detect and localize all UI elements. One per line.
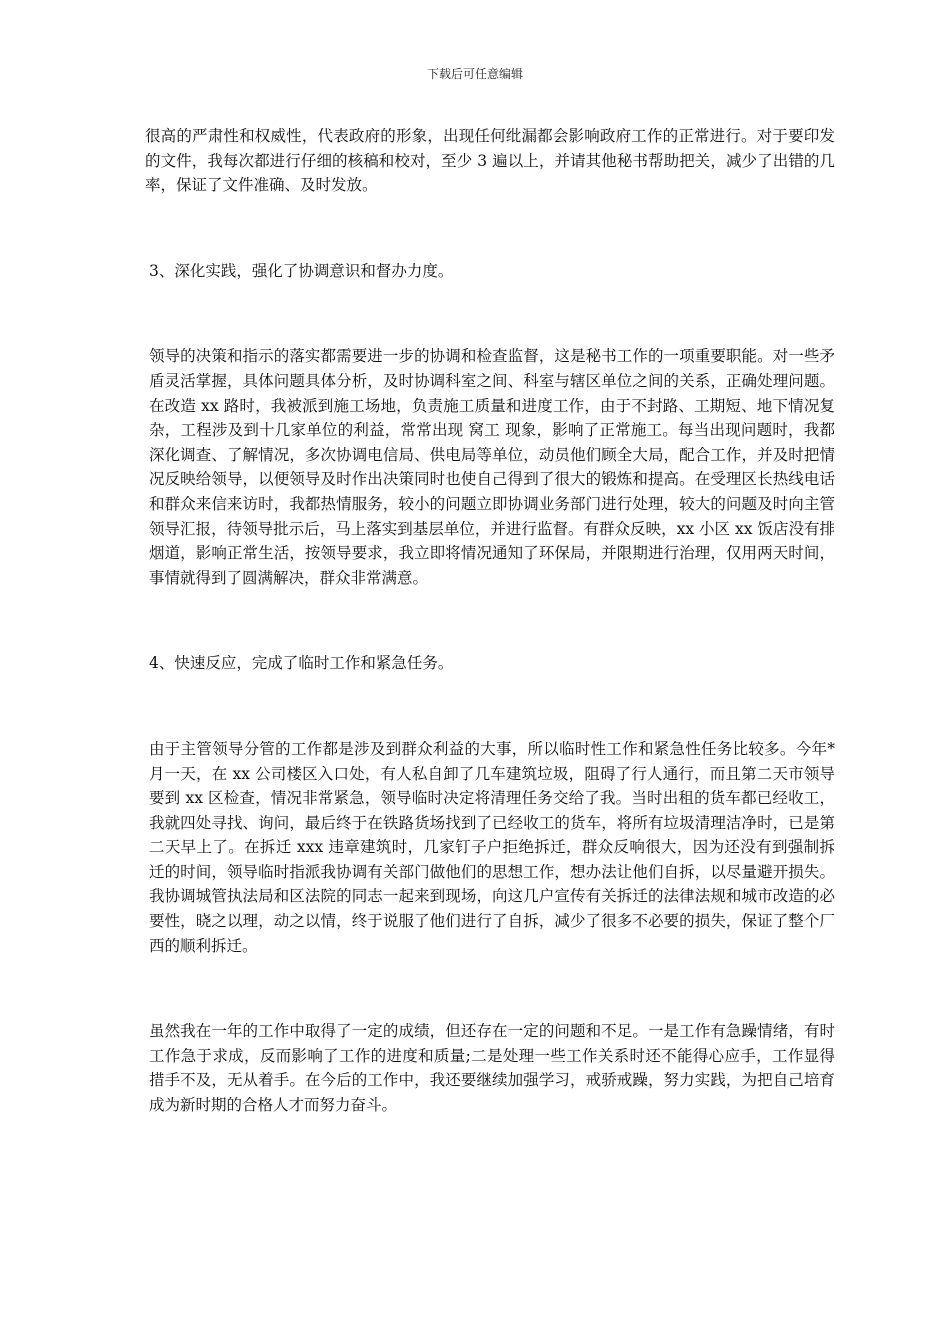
paragraph-1: 很高的严肃性和权威性，代表政府的形象，出现任何纰漏都会影响政府工作的正常进行。对于要印发的文件，我每次都进行仔细的核稿和校对，至少 3 遍以上，并请其他秘书帮助把关，减少了出错的几率，保证了文件准确、及时发放。 xyxy=(145,127,835,195)
paragraph-2: 领导的决策和指示的落实都需要进一步的协调和检查监督，这是秘书工作的一项重要职能。对一些矛盾灵活掌握，具体问题具体分析，及时协调科室之间、科室与辖区单位之间的关系，正确处理问题。在改造 xx 路时，我被派到施工场地，负责施工质量和进度工作，由于不封路、工期短、地下情况复杂，工程涉及到十几家单位的利益，常常出现 窝工 现象，影响了正常施工。每当出现问题时，我都深化调查、了解情况，多次协调电信局、供电局等单位，动员他们顾全大局，配合工作，并及时把情况反映给领导，以便领导及时作出决策同时也使自己得到了很大的锻炼和提高。在受理区长热线电话和群众来信来访时，我都热情服务，较小的问题立即协调业务部门进行处理，较大的问题及时向主管领导汇报，待领导批示后，马上落实到基层单位，并进行监督。有群众反映，xx 小区 xx 饭店没有排烟道，影响正常生活，按领导要求，我立即将情况通知了环保局，并限期进行治理，仅用两天时间，事情就得到了圆满解决，群众非常满意。 xyxy=(149,347,835,587)
spacer xyxy=(145,283,835,344)
spacer xyxy=(145,198,835,259)
spacer xyxy=(145,590,835,651)
spacer xyxy=(145,958,835,1019)
spacer xyxy=(145,676,835,737)
section-heading-3: 3、深化实践，强化了协调意识和督办力度。 xyxy=(149,261,454,280)
paragraph-3: 由于主管领导分管的工作都是涉及到群众利益的大事，所以临时性工作和紧急性任务比较多。今年*月一天，在 xx 公司楼区入口处，有人私自卸了几车建筑垃圾，阻碍了行人通行，而且第二天市领导要到 xx 区检查，情况非常紧急，领导临时决定将清理任务交给了我。当时出租的货车都已经收工，我就四处寻找、询问，最后终于在铁路货场找到了已经收工的货车，将所有垃圾清理洁净时，已是第二天早上了。在拆迁 xxx 违章建筑时，几家钉子户拒绝拆迁，群众反响很大，因为还没有到强制拆迁的时间，领导临时指派我协调有关部门做他们的思想工作，想办法让他们自拆，以尽量避开损失。我协调城管执法局和区法院的同志一起来到现场，向这几户宣传有关拆迁的法律法规和城市改造的必要性，晓之以理，动之以情，终于说服了他们进行了自拆，减少了很多不必要的损失，保证了整个厂西的顺利拆迁。 xyxy=(149,739,835,955)
section-heading-4: 4、快速反应，完成了临时工作和紧急任务。 xyxy=(149,654,454,673)
page-header: 下载后可任意编辑 xyxy=(426,67,523,81)
paragraph-4: 虽然我在一年的工作中取得了一定的成绩，但还存在一定的问题和不足。一是工作有急躁情绪，有时工作急于求成，反而影响了工作的进度和质量;二是处理一些工作关系时还不能得心应手，工作显得措手不及，无从着手。在今后的工作中，我还要继续加强学习，戒骄戒躁，努力实践，为把自己培育成为新时期的合格人才而努力奋斗。 xyxy=(149,1022,835,1115)
document-body xyxy=(145,124,835,1118)
